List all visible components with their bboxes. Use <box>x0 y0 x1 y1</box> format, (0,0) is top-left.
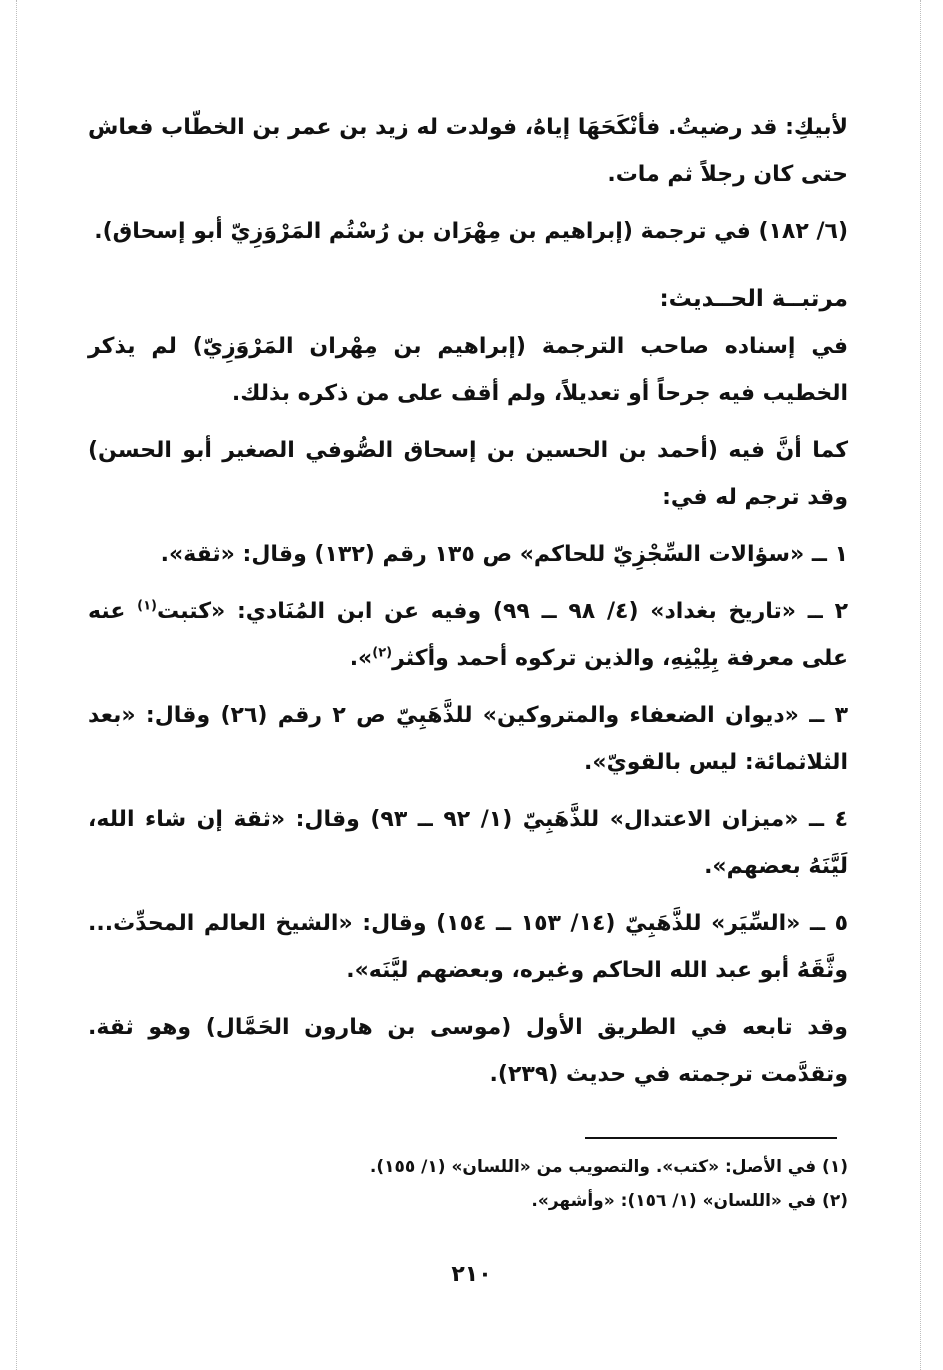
list-item-2-part-a: ٢ ــ «تاريخ بغداد» (٤/ ٩٨ ــ ٩٩) وفيه عن ابن المُنَادي: «كتبت <box>156 599 848 624</box>
paragraph-3: في إسناده صاحب الترجمة (إبراهيم بن مِهْران المَرْوَزِيّ) لم يذكر الخطيب فيه جرحاً أو تعديلاً، ولم أقف على من ذكره بذلك. <box>88 334 848 406</box>
paragraph-2: (٦/ ١٨٢) في ترجمة (إبراهيم بن مِهْرَان بن رُسْتُم المَرْوَزِيّ أبو إسحاق). <box>94 219 848 244</box>
footnote-ref-1[interactable]: (١) <box>137 598 157 614</box>
footnote-divider <box>585 1137 837 1139</box>
footnote-1: (١) في الأصل: «كتب». والتصويب من «اللسان» (١/ ١٥٥). <box>369 1157 848 1177</box>
paragraph-5: وقد تابعه في الطريق الأول (موسى بن هارون الحَمَّال) وهو ثقة. وتقدَّمت ترجمته في حديث (٢٣٩). <box>88 1015 848 1087</box>
paragraph-1: لأبيكِ: قد رضيتُ. فأنْكَحَهَا إياهُ، فولدت له زيد بن عمر بن الخطّاب فعاش حتى كان رجلاً ثم مات. <box>88 115 848 187</box>
list-item-2 <box>88 588 848 682</box>
scan-edge-left <box>16 0 17 1370</box>
list-item-4: ٤ ــ «ميزان الاعتدال» للذَّهَبِيّ (١/ ٩٢ ــ ٩٣) وقال: «ثقة إن شاء الله، لَيَّنَهُ بعضهم». <box>88 807 848 879</box>
section-heading: مرتبــة الحــديث: <box>659 286 848 312</box>
main-text <box>88 104 848 1098</box>
list-item-5: ٥ ــ «السِّيَر» للذَّهَبِيّ (١٤/ ١٥٣ ــ ١٥٤) وقال: «الشيخ العالم المحدِّث... وثَّقَهُ أبو عبد الله الحاكم وغيره، وبعضهم ليَّنَه». <box>88 911 848 983</box>
list-item-2-part-b: عنه على معرفة بِلِيْنِهِ، والذين تركوه أحمد وأكثر <box>88 599 848 671</box>
scan-edge-right <box>920 0 921 1370</box>
page-number: ٢١٠ <box>451 1262 492 1287</box>
list-item-3: ٣ ــ «ديوان الضعفاء والمتروكين» للذَّهَبِيّ ص ٢ رقم (٢٦) وقال: «بعد الثلاثمائة: ليس بالقويّ». <box>88 703 849 775</box>
paragraph-4: كما أنَّ فيه (أحمد بن الحسين بن إسحاق الصُّوفي الصغير أبو الحسن) وقد ترجم له في: <box>88 438 848 510</box>
footnote-2: (٢) في «اللسان» (١/ ١٥٦): «وأشهر». <box>531 1191 848 1211</box>
list-item-2-part-c: ». <box>349 646 373 671</box>
footnote-ref-2[interactable]: (٢) <box>372 645 393 661</box>
list-item-1: ١ ــ «سؤالات السِّجْزِيّ للحاكم» ص ١٣٥ رقم (١٣٢) وقال: «ثقة». <box>160 542 848 567</box>
footnotes <box>88 1150 848 1218</box>
